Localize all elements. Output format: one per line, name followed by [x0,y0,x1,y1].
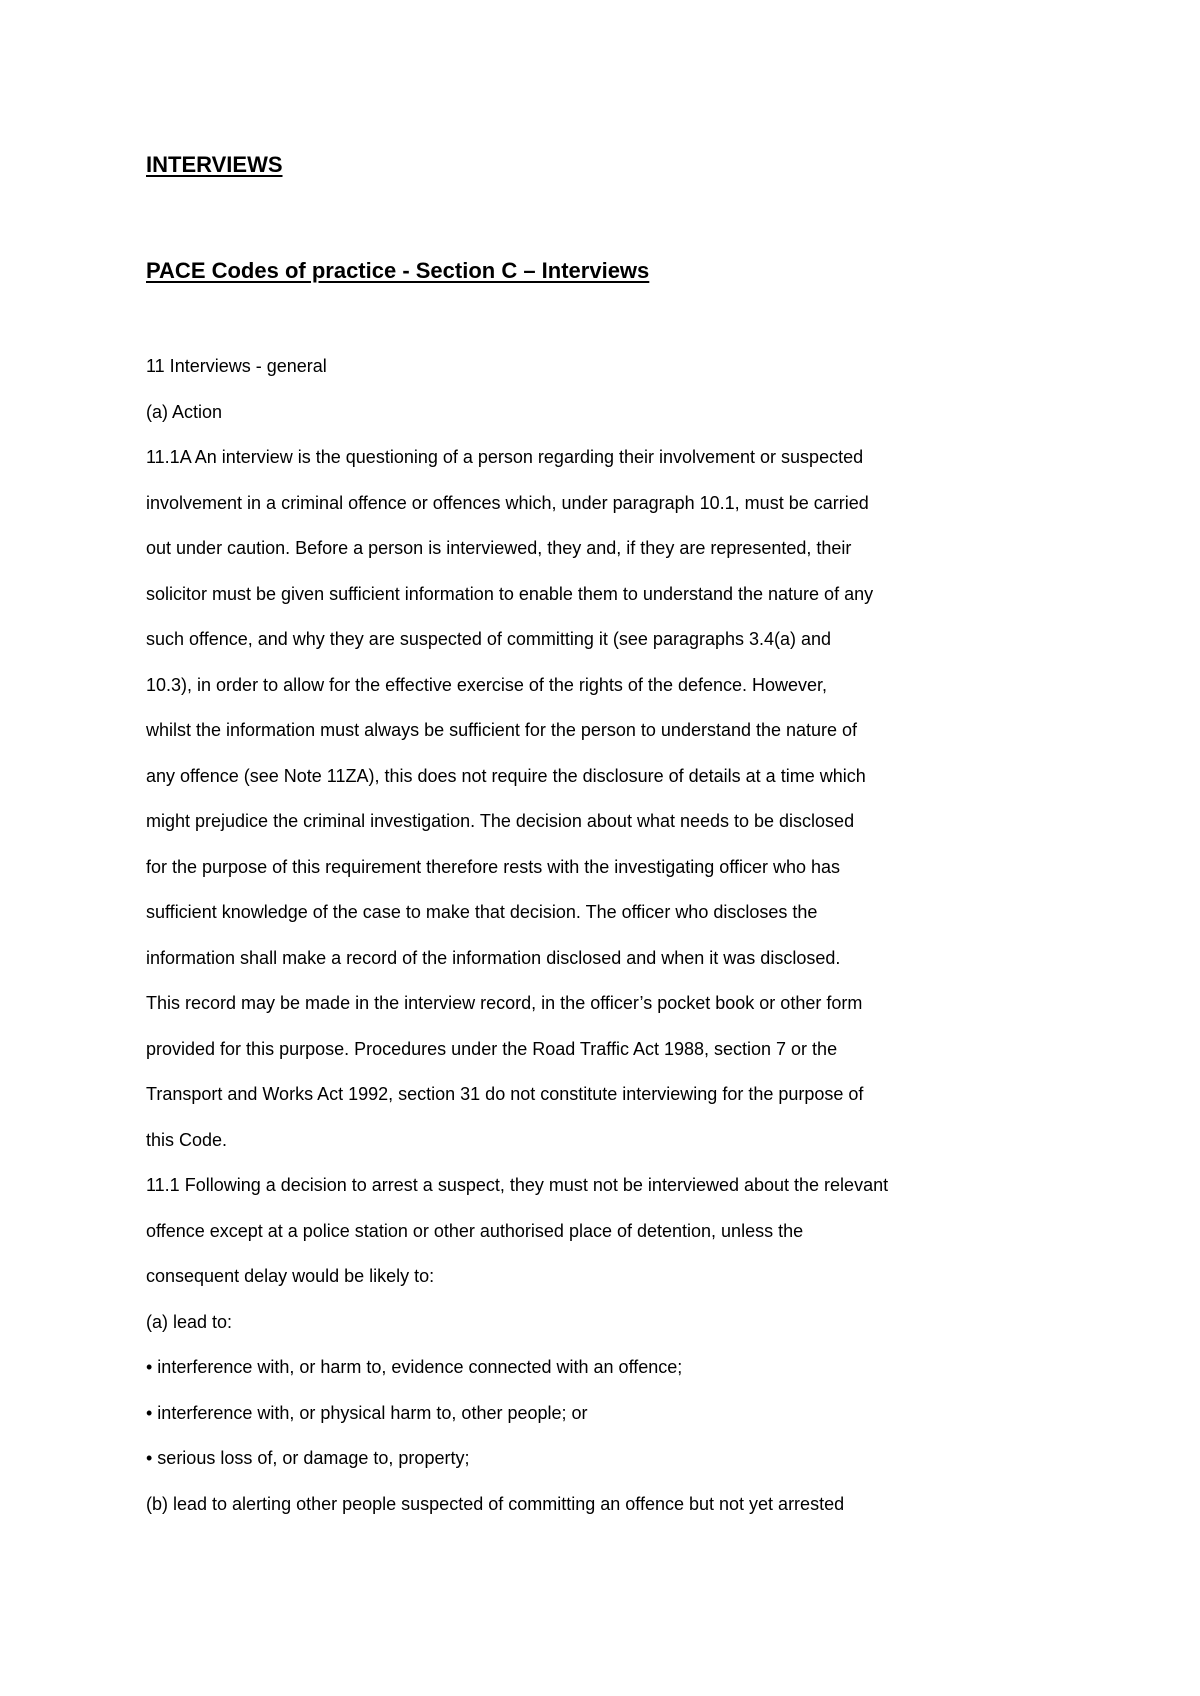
bullet-item: • interference with, or harm to, evidence connected with an offence; [146,1357,683,1377]
text-line: consequent delay would be likely to: [146,1266,435,1286]
text-line: out under caution. Before a person is interviewed, they and, if they are represented, their [146,538,852,558]
text-line: information shall make a record of the information disclosed and when it was disclosed. [146,947,841,968]
document-title: INTERVIEWS [146,152,283,177]
text-line: sufficient knowledge of the case to make that decision. The officer who discloses the [146,902,818,922]
list-label: (a) lead to: [146,1311,233,1332]
text-line: involvement in a criminal offence or offences which, under paragraph 10.1, must be carried [146,492,869,513]
text-line: Transport and Works Act 1992, section 31 do not constitute interviewing for the purpose of [146,1084,864,1104]
document-subtitle: PACE Codes of practice - Section C – Interviews [146,258,650,283]
text-line: such offence, and why they are suspected of committing it (see paragraphs 3.4(a) and [146,629,832,649]
text-line: for the purpose of this requirement therefore rests with the investigating officer who has [146,856,841,877]
section-heading: 11 Interviews - general [146,356,327,376]
text-line: this Code. [146,1129,228,1150]
text-line: offence except at a police station or other authorised place of detention, unless the [146,1220,804,1241]
list-label: (b) lead to alerting other people suspected of committing an offence but not yet arrested [146,1493,845,1514]
subsection-heading: (a) Action [146,401,223,422]
text-line: 11.1 Following a decision to arrest a suspect, they must not be interviewed about the relevant [146,1175,889,1195]
text-line: This record may be made in the interview record, in the officer’s pocket book or other form [146,993,863,1013]
text-line: any offence (see Note 11ZA), this does not require the disclosure of details at a time which [146,765,866,786]
text-line: 10.3), in order to allow for the effective exercise of the rights of the defence. However, [146,674,828,695]
bullet-item: • interference with, or physical harm to, other people; or [146,1402,588,1423]
text-line: solicitor must be given sufficient information to enable them to understand the nature of any [146,583,874,604]
text-line: 11.1A An interview is the questioning of a person regarding their involvement or suspected [146,447,864,467]
bullet-item: • serious loss of, or damage to, property; [146,1448,470,1468]
text-line: might prejudice the criminal investigation. The decision about what needs to be disclosed [146,811,855,831]
text-line: provided for this purpose. Procedures under the Road Traffic Act 1988, section 7 or the [146,1038,838,1059]
document-body [146,353,888,1536]
text-line: whilst the information must always be sufficient for the person to understand the nature of [146,720,858,740]
